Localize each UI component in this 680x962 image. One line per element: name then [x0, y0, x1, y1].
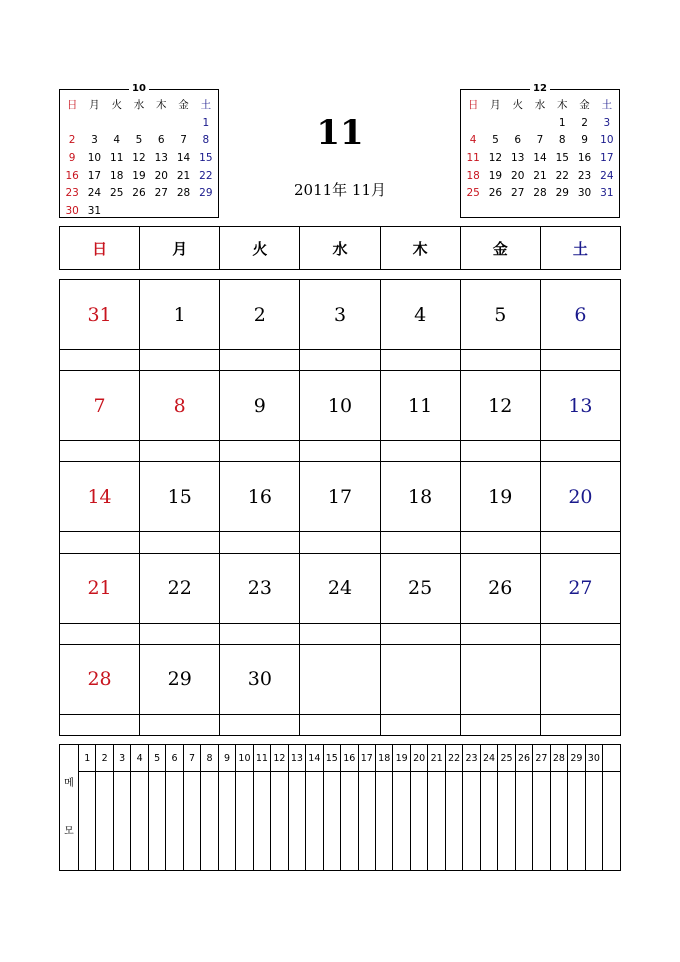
mini-day-cell [150, 115, 172, 133]
memo-cell[interactable] [585, 772, 602, 871]
mini-day-cell [507, 115, 529, 133]
memo-day-number: 9 [218, 745, 235, 772]
mini-day-cell [128, 203, 150, 221]
mini-day-cell: 13 [511, 152, 525, 165]
mini-weekday-cell: 火 [512, 99, 523, 112]
mini-day-cell: 22 [199, 169, 213, 182]
day-cell[interactable]: 16 [220, 462, 300, 532]
mini-day-cell [462, 115, 484, 133]
day-cell[interactable]: 21 [60, 553, 140, 623]
memo-day-number: 24 [480, 745, 497, 772]
mini-day-cell: 18 [110, 169, 124, 182]
memo-cell[interactable] [148, 772, 165, 871]
mini-day-cell: 1 [558, 116, 566, 129]
memo-body-row [60, 772, 621, 871]
mini-day-cell: 9 [581, 134, 588, 147]
day-cell[interactable]: 24 [300, 553, 380, 623]
day-cell[interactable]: 19 [460, 462, 540, 532]
mini-day-cell: 6 [514, 134, 522, 147]
page-subtitle: 2011年 11月 [293, 181, 387, 199]
memo-cell[interactable] [341, 772, 358, 871]
memo-cell[interactable] [323, 772, 340, 871]
mini-day-cell: 29 [199, 187, 213, 200]
mini-day-cell: 23 [65, 187, 79, 200]
memo-day-number: 10 [236, 745, 253, 772]
memo-label-char: 메 [64, 777, 74, 789]
day-cell[interactable]: 2 [220, 280, 300, 350]
memo-cell[interactable] [288, 772, 305, 871]
memo-day-number: 21 [428, 745, 445, 772]
mini-day-cell: 31 [87, 204, 102, 217]
day-note-cell[interactable] [300, 441, 380, 462]
mini-day-cell: 23 [577, 169, 592, 182]
mini-week-row [61, 167, 217, 185]
mini-day-cell: 7 [180, 134, 187, 147]
mini-day-cell: 25 [466, 187, 480, 200]
memo-label [60, 745, 79, 871]
memo-cell[interactable] [113, 772, 130, 871]
day-cell[interactable] [460, 644, 540, 714]
day-cell[interactable]: 20 [540, 462, 620, 532]
day-note-cell[interactable] [380, 532, 460, 553]
mini-day-cell: 1 [202, 116, 210, 129]
memo-cell[interactable] [271, 772, 288, 871]
mini-calendar-month-label: 10 [129, 83, 149, 94]
mini-day-cell: 12 [132, 152, 146, 165]
mini-day-cell: 21 [533, 169, 547, 182]
memo-day-number: 14 [306, 745, 323, 772]
day-note-cell[interactable] [60, 714, 140, 735]
mini-week-row [61, 203, 217, 221]
day-note-cell[interactable] [220, 714, 300, 735]
mini-week-row [462, 185, 618, 203]
memo-header-row [60, 745, 621, 772]
mini-day-cell [172, 203, 194, 221]
mini-day-cell: 27 [511, 187, 525, 200]
weekday-sun: 日 [60, 227, 140, 270]
mini-day-cell: 17 [87, 169, 102, 182]
memo-day-number: 26 [515, 745, 532, 772]
note-row [60, 623, 621, 644]
day-cell[interactable]: 13 [540, 371, 620, 441]
day-note-cell[interactable] [460, 532, 540, 553]
memo-cell[interactable] [253, 772, 270, 871]
memo-cell[interactable] [201, 772, 218, 871]
day-note-cell[interactable] [220, 532, 300, 553]
mini-calendar-month-label: 12 [530, 83, 550, 94]
day-cell[interactable]: 15 [140, 462, 220, 532]
mini-day-cell: 12 [488, 152, 503, 165]
mini-day-cell [529, 115, 551, 133]
day-note-cell[interactable] [380, 350, 460, 371]
memo-cell[interactable] [236, 772, 253, 871]
mini-day-cell: 7 [536, 134, 544, 147]
day-cell[interactable]: 18 [380, 462, 460, 532]
day-note-cell[interactable] [60, 623, 140, 644]
mini-day-cell: 29 [555, 187, 569, 200]
day-note-cell[interactable] [380, 714, 460, 735]
memo-day-number: 17 [358, 745, 375, 772]
page-title: 11 [316, 113, 364, 153]
mini-week-row [61, 132, 217, 150]
day-note-cell[interactable] [220, 441, 300, 462]
mini-weekday-cell: 木 [156, 99, 167, 112]
memo-cell[interactable] [410, 772, 427, 871]
day-note-cell[interactable] [460, 714, 540, 735]
memo-day-number: 1 [79, 745, 96, 772]
mini-day-cell: 28 [533, 187, 547, 200]
memo-day-number: 23 [463, 745, 480, 772]
day-cell[interactable]: 11 [380, 371, 460, 441]
memo-day-number: 16 [341, 745, 358, 772]
mini-day-cell: 13 [154, 152, 168, 165]
day-cell[interactable]: 14 [60, 462, 140, 532]
mini-day-cell: 26 [132, 187, 146, 200]
mini-weekday-cell: 日 [66, 99, 78, 112]
memo-cell[interactable] [480, 772, 497, 871]
day-note-cell[interactable] [460, 441, 540, 462]
weekday-fri: 金 [460, 227, 540, 270]
mini-week-row [61, 185, 217, 203]
day-note-cell[interactable] [300, 350, 380, 371]
day-cell[interactable]: 30 [220, 644, 300, 714]
mini-weekday-cell: 金 [178, 99, 189, 112]
weekday-tue: 火 [220, 227, 300, 270]
mini-day-cell: 24 [600, 169, 614, 182]
mini-day-cell: 16 [577, 152, 592, 165]
mini-week-row [462, 115, 618, 133]
day-cell[interactable]: 12 [460, 371, 540, 441]
memo-day-number [603, 745, 621, 772]
mini-week-row [462, 167, 618, 185]
weekday-sat: 土 [540, 227, 620, 270]
mini-day-cell [83, 115, 105, 133]
mini-day-cell: 19 [488, 169, 503, 182]
mini-weekday-cell: 火 [111, 99, 122, 112]
day-cell[interactable]: 8 [140, 371, 220, 441]
memo-cell[interactable] [79, 772, 96, 871]
mini-calendar-next [460, 83, 620, 218]
memo-day-number: 18 [375, 745, 392, 772]
mini-day-cell: 17 [600, 152, 614, 165]
mini-day-cell: 9 [68, 152, 76, 165]
day-note-cell[interactable] [60, 441, 140, 462]
memo-day-number: 22 [445, 745, 462, 772]
memo-cell[interactable] [603, 772, 621, 871]
day-cell[interactable]: 27 [540, 553, 620, 623]
mini-day-cell [172, 115, 194, 133]
mini-day-cell: 24 [87, 187, 102, 200]
memo-day-number: 8 [201, 745, 218, 772]
mini-week-row [462, 150, 618, 168]
mini-day-cell: 15 [199, 152, 213, 165]
day-note-cell[interactable] [460, 350, 540, 371]
day-note-cell[interactable] [540, 350, 620, 371]
day-note-cell[interactable] [140, 441, 220, 462]
weekday-header [59, 226, 621, 270]
mini-day-cell: 30 [65, 204, 79, 217]
memo-day-number: 2 [96, 745, 113, 772]
mini-week-row [61, 115, 217, 133]
day-cell[interactable]: 23 [220, 553, 300, 623]
mini-weekday-cell: 金 [579, 99, 590, 112]
memo-cell[interactable] [498, 772, 515, 871]
mini-weekday-cell: 土 [601, 99, 613, 112]
day-cell[interactable]: 25 [380, 553, 460, 623]
memo-label-char: 모 [64, 825, 74, 837]
day-note-cell[interactable] [60, 532, 140, 553]
memo-day-number: 25 [498, 745, 515, 772]
note-row [60, 532, 621, 553]
memo-cell[interactable] [515, 772, 532, 871]
day-cell[interactable]: 5 [460, 280, 540, 350]
day-cell[interactable] [380, 644, 460, 714]
memo-day-number: 27 [533, 745, 550, 772]
mini-weekday-cell: 月 [89, 99, 100, 112]
memo-day-number: 3 [113, 745, 130, 772]
weekday-mon: 月 [140, 227, 220, 270]
day-note-cell[interactable] [540, 623, 620, 644]
mini-day-cell: 16 [65, 169, 79, 182]
day-note-cell[interactable] [380, 441, 460, 462]
note-row [60, 714, 621, 735]
mini-day-cell: 31 [600, 187, 614, 200]
memo-cell[interactable] [445, 772, 462, 871]
mini-day-cell [150, 203, 172, 221]
week-row [60, 553, 621, 623]
day-note-cell[interactable] [140, 532, 220, 553]
memo-day-number: 11 [253, 745, 270, 772]
memo-cell[interactable] [568, 772, 585, 871]
memo-cell[interactable] [218, 772, 235, 871]
memo-cell[interactable] [428, 772, 445, 871]
mini-day-cell [128, 115, 150, 133]
day-cell[interactable]: 4 [380, 280, 460, 350]
mini-day-cell: 6 [157, 134, 165, 147]
weekday-wed: 水 [300, 227, 380, 270]
mini-day-cell: 20 [154, 169, 168, 182]
memo-day-number: 29 [568, 745, 585, 772]
mini-day-cell: 21 [176, 169, 191, 182]
memo-cell[interactable] [306, 772, 323, 871]
day-note-cell[interactable] [220, 350, 300, 371]
mini-day-cell [61, 115, 83, 133]
memo-day-number: 6 [166, 745, 183, 772]
mini-day-cell [106, 203, 128, 221]
day-note-cell[interactable] [380, 623, 460, 644]
mini-day-cell: 10 [600, 134, 614, 147]
day-note-cell[interactable] [300, 532, 380, 553]
note-row [60, 441, 621, 462]
mini-day-cell: 8 [558, 134, 566, 147]
mini-day-cell: 25 [110, 187, 124, 200]
week-row [60, 462, 621, 532]
note-row [60, 350, 621, 371]
day-note-cell[interactable] [300, 623, 380, 644]
mini-week-row [462, 132, 618, 150]
memo-cell[interactable] [550, 772, 567, 871]
mini-day-cell: 2 [581, 116, 588, 129]
day-note-cell[interactable] [140, 350, 220, 371]
day-cell[interactable]: 31 [60, 280, 140, 350]
mini-day-cell: 10 [87, 152, 102, 165]
memo-day-number: 4 [131, 745, 148, 772]
memo-cell[interactable] [131, 772, 148, 871]
day-note-cell[interactable] [540, 532, 620, 553]
mini-day-cell: 19 [132, 169, 146, 182]
mini-day-cell: 5 [135, 134, 143, 147]
day-note-cell[interactable] [60, 350, 140, 371]
memo-day-number: 28 [550, 745, 567, 772]
day-cell[interactable] [540, 644, 620, 714]
mini-day-cell: 30 [577, 187, 592, 200]
memo-cell[interactable] [183, 772, 200, 871]
week-row [60, 644, 621, 714]
mini-day-cell: 8 [202, 134, 210, 147]
mini-day-cell: 14 [533, 152, 547, 165]
mini-day-cell: 28 [176, 187, 191, 200]
day-cell[interactable]: 28 [60, 644, 140, 714]
mini-day-cell: 18 [466, 169, 480, 182]
weekday-thu: 木 [380, 227, 460, 270]
memo-cell[interactable] [463, 772, 480, 871]
mini-weekday-cell: 木 [557, 99, 568, 112]
mini-weekday-row [61, 97, 217, 115]
day-note-cell[interactable] [300, 714, 380, 735]
day-cell[interactable]: 26 [460, 553, 540, 623]
day-cell[interactable]: 17 [300, 462, 380, 532]
memo-day-number: 12 [271, 745, 288, 772]
mini-weekday-cell: 月 [490, 99, 501, 112]
mini-day-cell: 11 [110, 152, 124, 165]
mini-weekday-cell: 水 [534, 99, 546, 112]
mini-day-cell: 14 [176, 152, 191, 165]
mini-calendar-prev [59, 83, 219, 218]
mini-weekday-row [462, 97, 618, 115]
day-note-cell[interactable] [540, 714, 620, 735]
memo-cell[interactable] [375, 772, 392, 871]
memo-cell[interactable] [166, 772, 183, 871]
mini-day-cell: 5 [492, 134, 499, 147]
memo-day-number: 5 [148, 745, 165, 772]
mini-calendar-grid [462, 97, 618, 203]
day-cell[interactable]: 10 [300, 371, 380, 441]
mini-day-cell: 3 [603, 116, 611, 129]
mini-day-cell: 15 [555, 152, 569, 165]
week-row [60, 280, 621, 350]
memo-day-number: 15 [323, 745, 340, 772]
day-cell[interactable]: 1 [140, 280, 220, 350]
day-cell[interactable]: 22 [140, 553, 220, 623]
day-cell[interactable]: 3 [300, 280, 380, 350]
mini-day-cell: 11 [466, 152, 480, 165]
day-note-cell[interactable] [140, 623, 220, 644]
mini-day-cell: 3 [91, 134, 98, 147]
memo-day-number: 20 [410, 745, 427, 772]
memo-day-number: 7 [183, 745, 200, 772]
week-row [60, 371, 621, 441]
month-grid [59, 279, 621, 736]
memo-day-number: 13 [288, 745, 305, 772]
day-note-cell[interactable] [220, 623, 300, 644]
memo-cell[interactable] [393, 772, 410, 871]
day-cell[interactable]: 9 [220, 371, 300, 441]
mini-day-cell [195, 203, 217, 221]
mini-weekday-cell: 水 [133, 99, 145, 112]
mini-weekday-cell: 日 [467, 99, 479, 112]
memo-cell[interactable] [533, 772, 550, 871]
mini-day-cell: 26 [488, 187, 503, 200]
day-note-cell[interactable] [540, 441, 620, 462]
mini-day-cell: 4 [113, 134, 121, 147]
mini-week-row [61, 150, 217, 168]
mini-weekday-cell: 土 [200, 99, 212, 112]
day-note-cell[interactable] [140, 714, 220, 735]
mini-day-cell: 2 [68, 134, 76, 147]
day-cell[interactable]: 7 [60, 371, 140, 441]
mini-day-cell: 4 [469, 134, 477, 147]
mini-day-cell: 20 [511, 169, 525, 182]
memo-table [59, 744, 621, 871]
day-cell[interactable]: 6 [540, 280, 620, 350]
memo-day-number: 30 [585, 745, 602, 772]
memo-day-number: 19 [393, 745, 410, 772]
mini-calendar-grid [61, 97, 217, 220]
day-note-cell[interactable] [460, 623, 540, 644]
day-cell[interactable]: 29 [140, 644, 220, 714]
memo-cell[interactable] [358, 772, 375, 871]
mini-day-cell [484, 115, 506, 133]
day-cell[interactable] [300, 644, 380, 714]
memo-cell[interactable] [96, 772, 113, 871]
mini-day-cell: 27 [154, 187, 168, 200]
mini-day-cell [106, 115, 128, 133]
mini-day-cell: 22 [555, 169, 569, 182]
